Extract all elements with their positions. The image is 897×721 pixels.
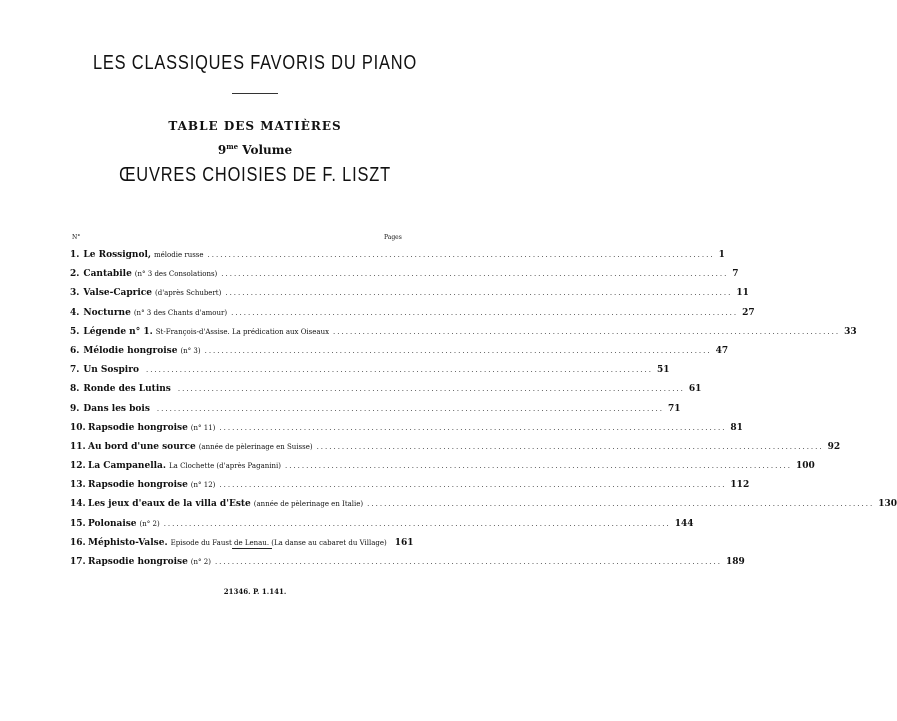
entry-subtitle: (année de pèlerinage en Suisse) (198, 442, 313, 451)
toc-entry (70, 342, 729, 361)
entry-number: 6. (70, 345, 80, 356)
entry-title: Cantabile (83, 269, 132, 280)
entry-number: 11. (70, 441, 86, 452)
entry-subtitle: (n° 12) (190, 481, 216, 490)
dot-leader: ........................................................................................................................ (163, 519, 671, 528)
entry-page-number: 81 (730, 422, 743, 433)
entry-page-number: 33 (844, 326, 857, 337)
entry-title: Un Sospiro (83, 365, 139, 376)
closing-rule (232, 548, 272, 549)
entry-number: 14. (70, 499, 86, 510)
dot-leader: ........................................................................................................................ (333, 327, 841, 336)
entry-page-number: 71 (667, 403, 681, 414)
number-column-header: N° (72, 234, 81, 241)
entry-subtitle: (année de pèlerinage en Italie) (253, 500, 364, 509)
entry-page-number: 27 (742, 307, 755, 318)
works-title: ŒUVRES CHOISIES DE F. LISZT (119, 164, 391, 186)
entry-number: 17. (70, 557, 86, 567)
entry-title: La Campanella. (88, 461, 167, 472)
entry-title: Le Rossignol, (83, 250, 152, 260)
toc-entry (70, 265, 739, 284)
entry-subtitle: (n° 2) (190, 558, 211, 566)
table-of-contents (70, 246, 897, 572)
series-title: LES CLASSIQUES FAVORIS DU PIANO (92, 52, 418, 74)
entry-title: Méphisto-Valse. (88, 537, 168, 548)
entry-subtitle: (n° 3) (180, 346, 201, 355)
entry-title: Légende n° 1. (83, 326, 153, 337)
entry-subtitle: (n° 2) (139, 519, 160, 528)
dot-leader: ........................................................................................................................ (225, 289, 733, 298)
entry-subtitle: (n° 3 des Consolations) (134, 270, 218, 279)
toc-entry (70, 380, 702, 399)
entry-subtitle: (n° 11) (190, 423, 216, 432)
entry-page-number: 47 (715, 345, 729, 356)
dot-leader: ........................................................................................................................ (219, 423, 727, 432)
entry-subtitle: Episode du Faust de Lenau. (La danse au cabaret du Village) (170, 538, 387, 547)
dot-leader: ........................................................................................................................ (207, 251, 715, 259)
entry-number: 10. (70, 422, 86, 433)
entry-number: 5. (70, 326, 80, 337)
entry-title: Nocturne (83, 307, 131, 318)
entry-title: Polonaise (88, 518, 137, 529)
dot-leader: ........................................................................................................................ (284, 462, 792, 471)
entry-number: 1. (70, 250, 80, 260)
entry-number: 2. (70, 269, 80, 280)
entry-page-number: 61 (688, 384, 702, 395)
entry-page-number: 130 (878, 499, 897, 510)
dot-leader: ........................................................................................................................ (177, 385, 685, 394)
entry-page-number: 100 (796, 461, 815, 472)
toc-entry (70, 304, 755, 323)
volume-suffix: me (226, 142, 239, 151)
toc-entry (70, 534, 414, 553)
dot-leader: ........................................................................................................................ (367, 500, 875, 509)
pages-column-header: Pages (384, 234, 402, 241)
entry-title: Rapsodie hongroise (88, 480, 188, 491)
entry-subtitle: mélodie russe (154, 251, 204, 259)
entry-number: 4. (70, 307, 80, 318)
entry-subtitle: La Clochette (d'après Paganini) (169, 462, 281, 471)
entry-number: 8. (70, 384, 80, 395)
entry-page-number: 161 (394, 537, 414, 548)
entry-page-number: 144 (674, 518, 694, 529)
toc-entry (70, 323, 857, 342)
entry-number: 7. (70, 365, 80, 376)
toc-entry (70, 476, 750, 495)
volume-label (0, 142, 510, 157)
entry-page-number: 92 (827, 441, 841, 452)
entry-title: Les jeux d'eaux de la villa d'Este (88, 499, 251, 510)
entry-number: 3. (70, 288, 80, 299)
entry-subtitle: (d'après Schubert) (155, 289, 222, 298)
entry-page-number: 1 (718, 250, 725, 260)
toc-entry (70, 400, 681, 419)
plate-number: 21346. P. 1.141. (223, 587, 287, 596)
toc-entry (70, 495, 897, 514)
entry-page-number: 189 (725, 557, 745, 567)
volume-word: Volume (238, 143, 293, 157)
ornamental-rule (232, 93, 278, 94)
entry-title: Rapsodie hongroise (88, 557, 188, 567)
entry-subtitle: (n° 3 des Chants d'amour) (133, 308, 228, 317)
entry-page-number: 11 (736, 288, 749, 299)
toc-entry (70, 438, 841, 457)
toc-entry (70, 515, 694, 534)
entry-number: 15. (70, 518, 86, 529)
entry-subtitle: St-François-d'Assise. La prédication aux Oiseaux (155, 327, 330, 336)
entry-number: 13. (70, 480, 86, 491)
dot-leader: ........................................................................................................................ (316, 442, 824, 451)
entry-page-number: 51 (656, 365, 670, 376)
volume-number: 9 (217, 143, 227, 157)
entry-title: Rapsodie hongroise (88, 422, 188, 433)
toc-entry (70, 284, 749, 303)
toc-entry (70, 553, 745, 572)
entry-title: Valse-Caprice (83, 288, 152, 299)
dot-leader: ........................................................................................................................ (156, 404, 664, 413)
toc-entry (70, 457, 815, 476)
entry-page-number: 112 (730, 480, 750, 491)
table-of-contents-heading: TABLE DES MATIÈRES (168, 119, 342, 133)
dot-leader: ........................................................................................................................ (219, 481, 727, 490)
toc-entry (70, 246, 725, 265)
entry-number: 16. (70, 537, 86, 548)
entry-title: Au bord d'une source (88, 441, 196, 452)
entry-title: Dans les bois (83, 403, 150, 414)
dot-leader: ........................................................................................................................ (145, 366, 653, 375)
toc-entry (70, 419, 743, 438)
entry-title: Mélodie hongroise (83, 345, 178, 356)
entry-number: 12. (70, 461, 86, 472)
entry-page-number: 7 (732, 269, 739, 280)
toc-entry (70, 361, 670, 380)
dot-leader: ........................................................................................................................ (204, 346, 712, 355)
entry-title: Ronde des Lutins (83, 384, 171, 395)
dot-leader: ........................................................................................................................ (221, 270, 729, 279)
dot-leader: ........................................................................................................................ (214, 558, 722, 566)
entry-number: 9. (70, 403, 80, 414)
dot-leader: ........................................................................................................................ (231, 308, 739, 317)
